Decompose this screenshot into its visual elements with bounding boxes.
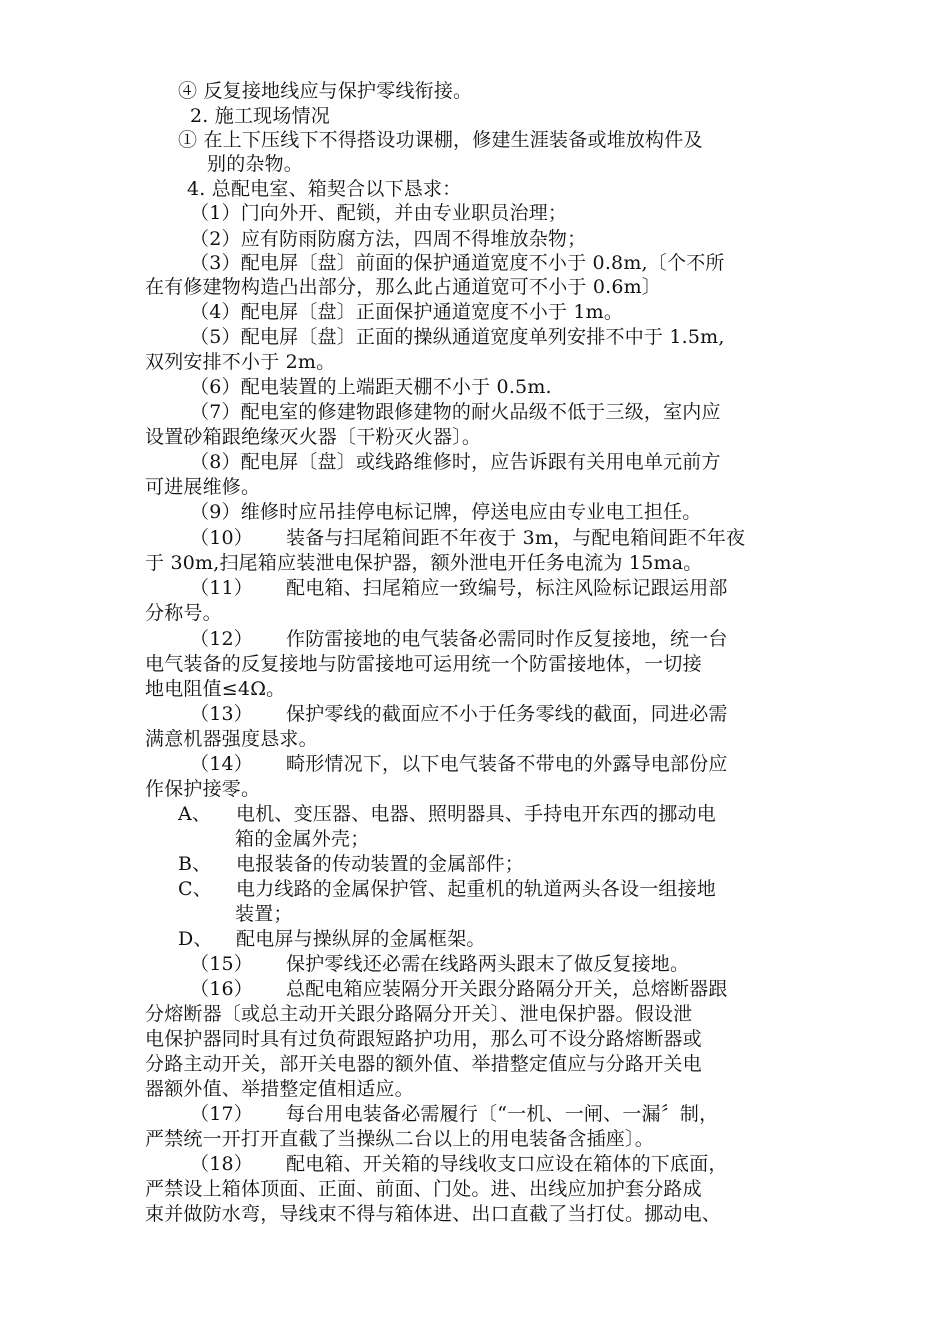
item-number: （13） <box>190 703 253 725</box>
text-line: （3）配电屏〔盘〕前面的保护通道宽度不小于 0.8m,〔个不所 <box>190 252 725 274</box>
text-line: 严禁统一开打开直截了当操纵二台以上的用电装备含插座〕。 <box>145 1128 654 1150</box>
item-text: 保护零线的截面应不小于任务零线的截面，同进必需 <box>286 703 728 725</box>
text-line: 束并做防水弯，导线束不得与箱体进、出口直截了当打仗。挪动电、 <box>145 1203 722 1225</box>
item-number: （15） <box>190 953 253 975</box>
text-line: 电保护器同时具有过负荷跟短路护功用，那么可不设分路熔断器或 <box>145 1028 702 1050</box>
text-line: （8）配电屏〔盘〕或线路维修时，应告诉跟有关用电单元前方 <box>190 451 721 473</box>
text-line: ① 在上下压线下不得搭设功课棚，修建生涯装备或堆放构件及 <box>178 129 703 151</box>
item-text: 配电箱、开关箱的导线收支口应设在箱体的下底面， <box>286 1153 728 1175</box>
text-line: 地电阻值≤4Ω。 <box>145 678 286 700</box>
text-line: 在有修建物构造凸出部分，那么此占通道宽可不小于 0.6m〕 <box>145 276 662 298</box>
text-line: （1）门向外开、配锁，并由专业职员治理； <box>190 202 568 224</box>
item-text: 保护零线还必需在线路两头跟末了做反复接地。 <box>286 953 690 975</box>
item-number: （10） <box>190 527 253 549</box>
item-text: 畸形情况下，以下电气装备不带电的外露导电部份应 <box>286 753 728 775</box>
text-line: ④ 反复接地线应与保护零线衔接。 <box>178 80 473 102</box>
text-line: （7）配电室的修建物跟修建物的耐火品级不低于三级，室内应 <box>190 401 721 423</box>
text-line <box>190 952 689 976</box>
item-text: 总配电箱应装隔分开关跟分路隔分开关，总熔断器跟 <box>286 978 728 1000</box>
section-heading: 4. 总配电室、箱契合以下恳求： <box>187 178 462 200</box>
text-line: 可进展维修。 <box>145 476 261 498</box>
text-line: 分称号。 <box>145 602 222 624</box>
text-line: （9）维修时应吊挂停电标记牌，停送电应由专业电工担任。 <box>190 501 702 523</box>
item-number: （18） <box>190 1153 253 1175</box>
text-line <box>190 1102 718 1126</box>
item-letter: B、 <box>178 853 212 875</box>
item-number: （14） <box>190 753 253 775</box>
item-text: 作防雷接地的电气装备必需同时作反复接地，统一台 <box>286 628 728 650</box>
text-line <box>190 702 728 726</box>
text-line: （4）配电屏〔盘〕正面保护通道宽度不小于 1m。 <box>190 301 624 323</box>
text-line: 作保护接零。 <box>145 778 261 800</box>
text-line: 分熔断器〔或总主动开关跟分路隔分开关〕、泄电保护器。假设泄 <box>145 1003 693 1025</box>
text-line: 满意机器强度恳求。 <box>145 728 318 750</box>
text-line <box>190 752 728 776</box>
text-line: 双列安排不小于 2m。 <box>145 351 336 373</box>
text-line: 装置； <box>235 903 293 925</box>
text-line <box>190 526 745 550</box>
item-text: 配电箱、扫尾箱应一致编号，标注风险标记跟运用部 <box>286 577 728 599</box>
text-line: 分路主动开关，部开关电器的额外值、举措整定值应与分路开关电 <box>145 1053 702 1075</box>
text-line: （5）配电屏〔盘〕正面的操纵通道宽度单列安排不中于 1.5m, <box>190 326 725 348</box>
text-line <box>178 877 716 901</box>
text-line <box>190 627 728 651</box>
text-line <box>178 927 486 951</box>
text-line: 严禁设上箱体顶面、正面、前面、门处。进、出线应加护套分路成 <box>145 1178 702 1200</box>
text-line <box>190 977 728 1001</box>
text-line <box>178 852 524 876</box>
item-text: 每台用电装备必需履行〔“一机、一闸、一漏〞制， <box>286 1103 719 1125</box>
text-line: 于 30m,扫尾箱应装泄电保护器，额外泄电开任务电流为 15ma。 <box>145 552 703 574</box>
item-letter: C、 <box>178 878 212 900</box>
text-line <box>190 576 728 600</box>
item-text: 装备与扫尾箱间距不年夜于 3m，与配电箱间距不年夜 <box>286 527 746 549</box>
item-number: （12） <box>190 628 253 650</box>
item-letter: A、 <box>178 803 212 825</box>
item-number: （16） <box>190 978 253 1000</box>
text-line: 别的杂物。 <box>207 153 304 175</box>
section-heading: 2. 施工现场情况 <box>190 105 330 127</box>
item-number: （11） <box>190 577 253 599</box>
item-text: 电报装备的传动装置的金属部件； <box>236 853 525 875</box>
item-text: 电机、变压器、电器、照明器具、手持电开东西的挪动电 <box>236 803 717 825</box>
item-text: 电力线路的金属保护管、起重机的轨道两头各设一组接地 <box>236 878 717 900</box>
text-line: 电气装备的反复接地与防雷接地可运用统一个防雷接地体，一切接 <box>145 653 702 675</box>
text-line: 箱的金属外壳； <box>235 828 370 850</box>
item-number: （17） <box>190 1103 253 1125</box>
text-line: 器额外值、举措整定值相适应。 <box>145 1078 414 1100</box>
text-line <box>190 1152 728 1176</box>
item-letter: D、 <box>178 928 213 950</box>
text-line <box>178 802 716 826</box>
item-text: 配电屏与操纵屏的金属框架。 <box>236 928 486 950</box>
text-line: （6）配电装置的上端距天棚不小于 0.5m. <box>190 376 552 398</box>
text-line: （2）应有防雨防腐方法，四周不得堆放杂物； <box>190 228 587 250</box>
text-line: 设置砂箱跟绝缘灭火器〔干粉灭火器〕。 <box>145 426 482 448</box>
